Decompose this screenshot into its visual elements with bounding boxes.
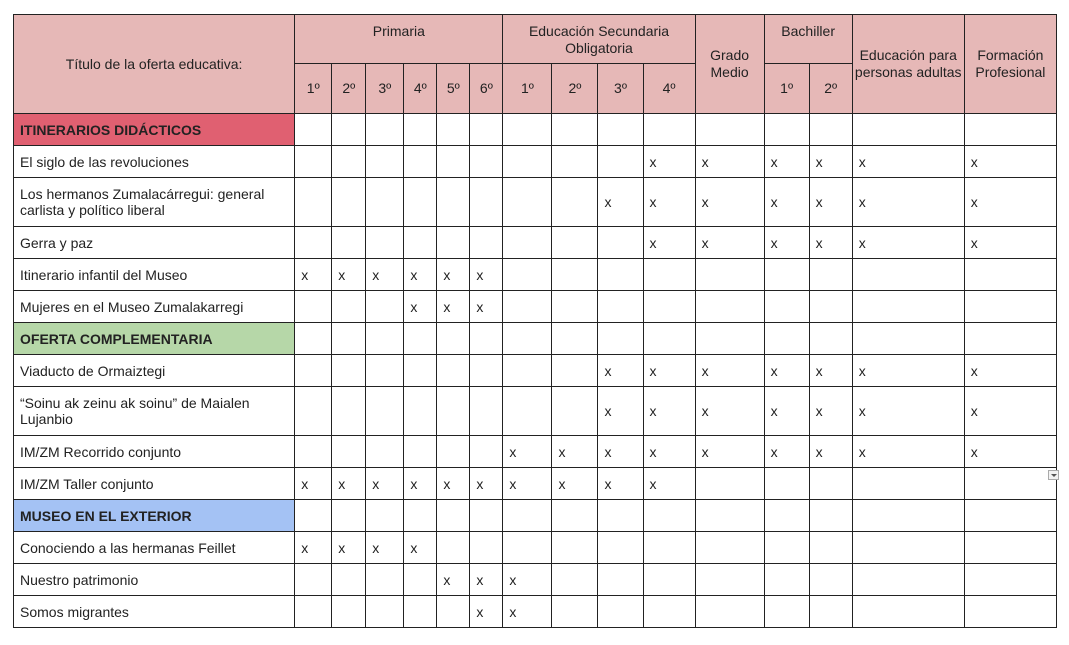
table-cell bbox=[809, 259, 852, 291]
table-cell bbox=[852, 114, 964, 146]
table-cell: x bbox=[598, 178, 643, 227]
table-cell bbox=[643, 532, 695, 564]
table-body bbox=[14, 114, 1057, 628]
table-cell: x bbox=[764, 436, 809, 468]
table-cell bbox=[764, 468, 809, 500]
table-cell: x bbox=[503, 596, 552, 628]
table-cell: x bbox=[332, 532, 366, 564]
table-cell bbox=[552, 259, 598, 291]
section-title: MUSEO EN EL EXTERIOR bbox=[14, 500, 295, 532]
table-cell: x bbox=[809, 436, 852, 468]
primaria-6-header: 6º bbox=[470, 64, 503, 114]
table-cell: x bbox=[295, 259, 332, 291]
table-cell bbox=[437, 323, 470, 355]
table-cell bbox=[764, 291, 809, 323]
table-cell bbox=[295, 114, 332, 146]
table-cell bbox=[809, 468, 852, 500]
table-cell bbox=[964, 564, 1056, 596]
table-cell: x bbox=[366, 468, 404, 500]
table-cell bbox=[598, 323, 643, 355]
table-cell: x bbox=[764, 227, 809, 259]
offer-title: IM/ZM Recorrido conjunto bbox=[14, 436, 295, 468]
table-cell bbox=[332, 500, 366, 532]
bachiller-header: Bachiller bbox=[764, 15, 852, 64]
table-cell bbox=[404, 436, 437, 468]
table-cell: x bbox=[552, 468, 598, 500]
table-cell bbox=[552, 500, 598, 532]
table-cell bbox=[852, 564, 964, 596]
table-cell: x bbox=[695, 387, 764, 436]
eso-2-header: 2º bbox=[552, 64, 598, 114]
table-row bbox=[14, 227, 1057, 259]
primaria-4-header: 4º bbox=[404, 64, 437, 114]
table-cell: x bbox=[695, 227, 764, 259]
table-cell bbox=[404, 387, 437, 436]
table-cell bbox=[437, 436, 470, 468]
table-cell bbox=[366, 596, 404, 628]
table-cell bbox=[809, 291, 852, 323]
table-cell: x bbox=[852, 178, 964, 227]
table-cell bbox=[332, 436, 366, 468]
table-cell: x bbox=[643, 387, 695, 436]
table-cell bbox=[332, 387, 366, 436]
table-cell bbox=[695, 468, 764, 500]
table-cell bbox=[503, 146, 552, 178]
table-cell bbox=[470, 532, 503, 564]
table-cell: x bbox=[404, 291, 437, 323]
table-cell: x bbox=[695, 355, 764, 387]
table-cell: x bbox=[598, 436, 643, 468]
table-cell bbox=[366, 114, 404, 146]
offer-title: Los hermanos Zumalacárregui: general carlista y político liberal bbox=[14, 178, 295, 227]
table-cell bbox=[404, 114, 437, 146]
table-row bbox=[14, 178, 1057, 227]
table-cell bbox=[503, 323, 552, 355]
table-cell bbox=[366, 500, 404, 532]
table-cell bbox=[437, 114, 470, 146]
table-cell: x bbox=[852, 436, 964, 468]
table-cell bbox=[643, 500, 695, 532]
table-cell bbox=[598, 291, 643, 323]
table-cell: x bbox=[695, 146, 764, 178]
eso-1-header: 1º bbox=[503, 64, 552, 114]
table-cell: x bbox=[470, 596, 503, 628]
table-cell bbox=[643, 564, 695, 596]
table-cell bbox=[332, 114, 366, 146]
table-cell: x bbox=[964, 355, 1056, 387]
table-cell: x bbox=[764, 178, 809, 227]
table-cell bbox=[809, 596, 852, 628]
table-cell: x bbox=[964, 436, 1056, 468]
table-cell: x bbox=[366, 259, 404, 291]
fp-header: Formación Profesional bbox=[964, 15, 1056, 114]
table-cell: x bbox=[470, 291, 503, 323]
offer-title: Somos migrantes bbox=[14, 596, 295, 628]
table-cell bbox=[295, 355, 332, 387]
table-cell bbox=[332, 323, 366, 355]
table-cell bbox=[366, 436, 404, 468]
table-cell: x bbox=[964, 146, 1056, 178]
table-cell bbox=[332, 596, 366, 628]
table-cell bbox=[552, 146, 598, 178]
primaria-3-header: 3º bbox=[366, 64, 404, 114]
table-cell bbox=[695, 114, 764, 146]
table-cell bbox=[598, 146, 643, 178]
table-cell bbox=[552, 387, 598, 436]
primaria-2-header: 2º bbox=[332, 64, 366, 114]
table-cell bbox=[295, 564, 332, 596]
table-cell bbox=[470, 436, 503, 468]
education-offer-table bbox=[13, 14, 1057, 628]
table-cell bbox=[295, 596, 332, 628]
table-cell bbox=[470, 323, 503, 355]
table-cell bbox=[764, 323, 809, 355]
table-cell: x bbox=[404, 259, 437, 291]
table-cell: x bbox=[643, 178, 695, 227]
table-cell bbox=[964, 532, 1056, 564]
table-cell bbox=[366, 564, 404, 596]
table-cell bbox=[964, 114, 1056, 146]
table-cell: x bbox=[643, 436, 695, 468]
table-cell bbox=[809, 500, 852, 532]
table-cell bbox=[332, 291, 366, 323]
table-cell: x bbox=[503, 564, 552, 596]
table-cell bbox=[295, 227, 332, 259]
table-cell bbox=[437, 227, 470, 259]
table-cell: x bbox=[470, 468, 503, 500]
table-cell bbox=[503, 532, 552, 564]
table-cell: x bbox=[852, 355, 964, 387]
table-cell bbox=[470, 387, 503, 436]
table-cell: x bbox=[643, 468, 695, 500]
table-cell: x bbox=[852, 227, 964, 259]
table-row bbox=[14, 468, 1057, 500]
table-cell bbox=[366, 291, 404, 323]
title-column-header: Título de la oferta educativa: bbox=[14, 15, 295, 114]
table-cell bbox=[809, 323, 852, 355]
primaria-header: Primaria bbox=[295, 15, 503, 64]
table-cell bbox=[404, 323, 437, 355]
table-cell bbox=[366, 146, 404, 178]
table-cell: x bbox=[643, 146, 695, 178]
offer-title: El siglo de las revoluciones bbox=[14, 146, 295, 178]
table-cell bbox=[437, 387, 470, 436]
table-cell bbox=[764, 259, 809, 291]
table-cell bbox=[552, 355, 598, 387]
table-cell bbox=[695, 564, 764, 596]
table-cell bbox=[470, 227, 503, 259]
table-cell bbox=[764, 500, 809, 532]
table-cell bbox=[503, 227, 552, 259]
table-cell bbox=[552, 532, 598, 564]
table-cell: x bbox=[598, 468, 643, 500]
table-cell bbox=[764, 596, 809, 628]
table-cell bbox=[695, 500, 764, 532]
table-cell: x bbox=[470, 259, 503, 291]
table-cell bbox=[437, 355, 470, 387]
table-cell bbox=[964, 596, 1056, 628]
table-cell bbox=[503, 114, 552, 146]
table-cell bbox=[366, 387, 404, 436]
table-cell: x bbox=[964, 387, 1056, 436]
table-cell: x bbox=[809, 355, 852, 387]
offer-title: Conociendo a las hermanas Feillet bbox=[14, 532, 295, 564]
table-cell bbox=[295, 387, 332, 436]
table-row bbox=[14, 355, 1057, 387]
table-cell bbox=[437, 532, 470, 564]
eso-header: Educación Secundaria Obligatoria bbox=[503, 15, 695, 64]
table-cell: x bbox=[852, 387, 964, 436]
table-cell bbox=[598, 500, 643, 532]
table-cell bbox=[852, 259, 964, 291]
table-cell: x bbox=[852, 146, 964, 178]
table-cell bbox=[470, 178, 503, 227]
table-row bbox=[14, 387, 1057, 436]
table-cell: x bbox=[643, 227, 695, 259]
table-cell bbox=[470, 114, 503, 146]
table-cell bbox=[404, 564, 437, 596]
table-cell bbox=[695, 532, 764, 564]
eso-4-header: 4º bbox=[643, 64, 695, 114]
section-row bbox=[14, 500, 1057, 532]
section-title: OFERTA COMPLEMENTARIA bbox=[14, 323, 295, 355]
table-cell bbox=[503, 259, 552, 291]
table-cell: x bbox=[598, 355, 643, 387]
table-cell bbox=[598, 259, 643, 291]
offer-title: Gerra y paz bbox=[14, 227, 295, 259]
table-cell: x bbox=[764, 355, 809, 387]
table-cell bbox=[964, 500, 1056, 532]
table-cell: x bbox=[404, 468, 437, 500]
table-cell bbox=[470, 500, 503, 532]
table-cell bbox=[404, 227, 437, 259]
table-cell bbox=[295, 291, 332, 323]
table-cell bbox=[643, 596, 695, 628]
table-cell: x bbox=[695, 436, 764, 468]
table-cell: x bbox=[503, 468, 552, 500]
table-cell bbox=[503, 178, 552, 227]
table-cell bbox=[503, 500, 552, 532]
table-cell bbox=[764, 532, 809, 564]
table-cell bbox=[366, 227, 404, 259]
offer-title: Viaducto de Ormaiztegi bbox=[14, 355, 295, 387]
table-cell bbox=[295, 178, 332, 227]
table-cell: x bbox=[437, 564, 470, 596]
dropdown-arrow-icon[interactable] bbox=[1048, 470, 1059, 480]
table-cell bbox=[404, 500, 437, 532]
table-row bbox=[14, 436, 1057, 468]
offer-title: Mujeres en el Museo Zumalakarregi bbox=[14, 291, 295, 323]
section-row bbox=[14, 323, 1057, 355]
table-cell bbox=[366, 355, 404, 387]
table-cell bbox=[470, 355, 503, 387]
table-cell bbox=[809, 532, 852, 564]
table-cell bbox=[295, 436, 332, 468]
table-cell bbox=[470, 146, 503, 178]
bachiller-2-header: 2º bbox=[809, 64, 852, 114]
table-cell: x bbox=[503, 436, 552, 468]
table-cell bbox=[695, 323, 764, 355]
table-cell bbox=[852, 291, 964, 323]
table-cell: x bbox=[332, 259, 366, 291]
table-cell bbox=[552, 178, 598, 227]
table-cell bbox=[503, 355, 552, 387]
table-row bbox=[14, 146, 1057, 178]
table-cell: x bbox=[295, 532, 332, 564]
table-cell bbox=[598, 227, 643, 259]
table-cell: x bbox=[295, 468, 332, 500]
table-cell bbox=[598, 114, 643, 146]
table-cell bbox=[964, 291, 1056, 323]
table-cell bbox=[964, 323, 1056, 355]
table-cell bbox=[404, 596, 437, 628]
table-cell bbox=[552, 227, 598, 259]
table-cell bbox=[809, 114, 852, 146]
table-cell bbox=[437, 178, 470, 227]
table-cell bbox=[643, 114, 695, 146]
section-title: ITINERARIOS DIDÁCTICOS bbox=[14, 114, 295, 146]
table-cell bbox=[809, 564, 852, 596]
table-row bbox=[14, 564, 1057, 596]
table-cell: x bbox=[598, 387, 643, 436]
table-cell: x bbox=[964, 178, 1056, 227]
table-cell: x bbox=[643, 355, 695, 387]
table-cell: x bbox=[332, 468, 366, 500]
table-cell: x bbox=[764, 387, 809, 436]
table-cell bbox=[695, 259, 764, 291]
primaria-5-header: 5º bbox=[437, 64, 470, 114]
table-cell bbox=[695, 596, 764, 628]
table-cell bbox=[366, 323, 404, 355]
table-cell bbox=[437, 596, 470, 628]
table-cell: x bbox=[437, 291, 470, 323]
adultos-header: Educación para personas adultas bbox=[852, 15, 964, 114]
table-cell: x bbox=[366, 532, 404, 564]
table-cell: x bbox=[437, 259, 470, 291]
table-cell: x bbox=[809, 387, 852, 436]
table-cell: x bbox=[764, 146, 809, 178]
table-cell: x bbox=[552, 436, 598, 468]
grado-medio-header: Grado Medio bbox=[695, 15, 764, 114]
table-cell bbox=[404, 178, 437, 227]
table-cell bbox=[598, 532, 643, 564]
table-cell bbox=[332, 146, 366, 178]
table-cell bbox=[764, 564, 809, 596]
table-cell bbox=[964, 259, 1056, 291]
table-cell: x bbox=[695, 178, 764, 227]
table-cell bbox=[552, 323, 598, 355]
table-cell bbox=[295, 500, 332, 532]
offer-title: “Soinu ak zeinu ak soinu” de Maialen Lujanbio bbox=[14, 387, 295, 436]
table-cell bbox=[404, 355, 437, 387]
table-row bbox=[14, 259, 1057, 291]
table-cell: x bbox=[470, 564, 503, 596]
table-cell bbox=[598, 564, 643, 596]
table-row bbox=[14, 532, 1057, 564]
table-row bbox=[14, 596, 1057, 628]
table-cell bbox=[552, 114, 598, 146]
table-cell bbox=[964, 468, 1056, 500]
table-cell bbox=[852, 500, 964, 532]
table-cell bbox=[643, 259, 695, 291]
table-cell bbox=[437, 146, 470, 178]
table-cell bbox=[552, 564, 598, 596]
table-cell bbox=[332, 564, 366, 596]
eso-3-header: 3º bbox=[598, 64, 643, 114]
table-cell bbox=[295, 146, 332, 178]
table-cell bbox=[437, 500, 470, 532]
table-cell: x bbox=[964, 227, 1056, 259]
table-cell: x bbox=[437, 468, 470, 500]
offer-title: Itinerario infantil del Museo bbox=[14, 259, 295, 291]
table-cell bbox=[695, 291, 764, 323]
offer-title: IM/ZM Taller conjunto bbox=[14, 468, 295, 500]
table-cell bbox=[503, 387, 552, 436]
table-cell bbox=[852, 532, 964, 564]
table-cell bbox=[643, 323, 695, 355]
table-cell bbox=[852, 323, 964, 355]
table-cell bbox=[404, 146, 437, 178]
offer-title: Nuestro patrimonio bbox=[14, 564, 295, 596]
table-cell: x bbox=[809, 227, 852, 259]
table-cell bbox=[366, 178, 404, 227]
table-cell bbox=[332, 178, 366, 227]
table-cell bbox=[643, 291, 695, 323]
table-cell: x bbox=[404, 532, 437, 564]
table-cell bbox=[295, 323, 332, 355]
table-cell bbox=[503, 291, 552, 323]
primaria-1-header: 1º bbox=[295, 64, 332, 114]
bachiller-1-header: 1º bbox=[764, 64, 809, 114]
table-row bbox=[14, 291, 1057, 323]
table-cell bbox=[332, 355, 366, 387]
table-cell bbox=[552, 291, 598, 323]
table-cell bbox=[852, 596, 964, 628]
table-cell bbox=[552, 596, 598, 628]
table-cell bbox=[852, 468, 964, 500]
table-cell: x bbox=[809, 146, 852, 178]
table-cell bbox=[332, 227, 366, 259]
section-row bbox=[14, 114, 1057, 146]
table-cell bbox=[764, 114, 809, 146]
table-cell bbox=[598, 596, 643, 628]
table-cell: x bbox=[809, 178, 852, 227]
